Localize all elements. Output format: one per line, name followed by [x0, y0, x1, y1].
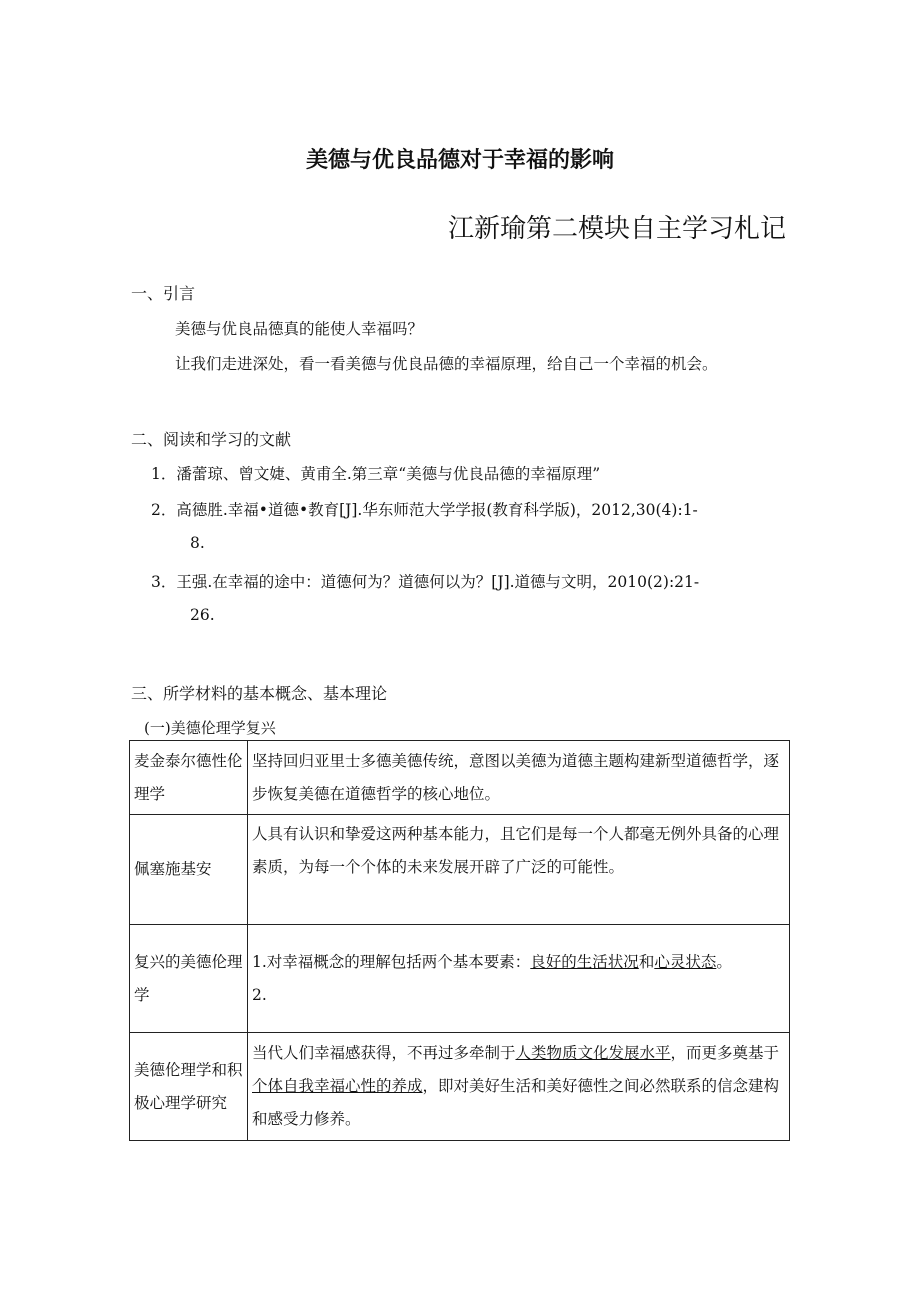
reference-number: 1 — [151, 465, 161, 483]
content-item-1 — [252, 946, 785, 979]
section3-subheading: (一)美德伦理学复兴 — [144, 719, 276, 737]
text: 当代人们幸福感获得，不再过多牵制于 — [252, 1044, 516, 1062]
reference-text: ．潘蕾琼、曾文婕、黄甫全.第三章“美德与优良品德的幸福原理” — [160, 465, 601, 483]
section1-line-2: 让我们走进深处，看一看美德与优良品德的幸福原理，给自己一个幸福的机会。 — [175, 355, 718, 373]
text: 。 — [716, 952, 732, 971]
text: ，即对美好生活和美好德性之间必然联系的信念建构和感受力修养。 — [252, 1077, 780, 1128]
underlined-term: 个体自我幸福心性的养成 — [252, 1077, 423, 1095]
content-item-2: 2. — [252, 985, 267, 1004]
reference-item — [151, 462, 600, 484]
table-row — [130, 1033, 790, 1141]
text: ，而更多奠基于 — [670, 1044, 780, 1062]
section2-heading: 二、阅读和学习的文献 — [131, 430, 292, 449]
row-content: 人具有认识和挚爱这两种基本能力，且它们是每一个人都毫无例外具备的心理素质，为每一个个体的未来发展开辟了广泛的可能性。 — [248, 815, 790, 925]
underlined-term: 良好的生活状况 — [530, 952, 639, 971]
document-subtitle: 江新瑜第二模块自主学习札记 — [448, 214, 787, 244]
reference-item — [151, 570, 699, 592]
reference-number: 2 — [151, 501, 161, 519]
reference-number: 3 — [151, 573, 161, 591]
section3-heading: 三、所学材料的基本概念、基本理论 — [131, 684, 388, 703]
reference-item — [151, 498, 698, 520]
underlined-term: 心灵状态 — [654, 952, 717, 971]
reference-text: ．王强.在幸福的途中：道德何为？道德何以为？[J].道德与文明，2010(2):21- — [160, 573, 700, 591]
table-row — [130, 741, 790, 815]
row-label: 佩塞施基安 — [130, 815, 248, 925]
underlined-term: 人类物质文化发展水平 — [515, 1044, 671, 1062]
row-label: 麦金泰尔德性伦理学 — [130, 741, 248, 815]
reference-text: ．高德胜.幸福•道德•教育[J].华东师范大学学报(教育科学版)，2012,30(4):1- — [160, 501, 698, 519]
row-content: 坚持回归亚里士多德美德传统，意图以美德为道德主题构建新型道德哲学，逐步恢复美德在道德哲学的核心地位。 — [248, 741, 790, 815]
section1-line-1: 美德与优良品德真的能使人幸福吗？ — [175, 320, 424, 338]
text: 和 — [638, 952, 655, 971]
table-row — [130, 925, 790, 1033]
section1-heading: 一、引言 — [131, 284, 196, 303]
reference-continuation: 8. — [190, 534, 205, 552]
row-content — [248, 1033, 790, 1141]
row-content — [248, 925, 790, 1033]
text: 1.对幸福概念的理解包括两个基本要素： — [252, 952, 531, 971]
document-title: 美德与优良品德对于幸福的影响 — [305, 148, 614, 173]
table-row — [130, 815, 790, 925]
row-label: 复兴的美德伦理学 — [130, 925, 248, 1033]
row-label: 美德伦理学和积极心理学研究 — [130, 1033, 248, 1141]
concept-table — [129, 740, 790, 1141]
reference-continuation: 26. — [190, 606, 215, 624]
